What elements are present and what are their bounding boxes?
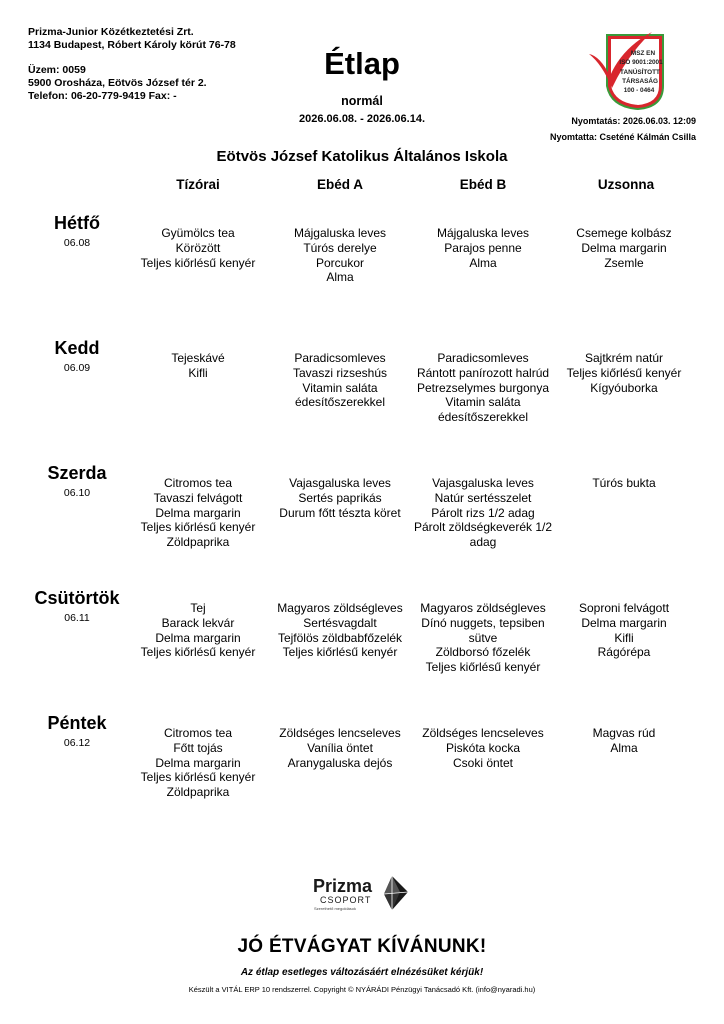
software-credit: Készült a VITÁL ERP 10 rendszerrel. Copyright © NYÁRÁDI Pénzügyi Tanácsadó Kft. (info@nyaradi.hu) bbox=[188, 985, 536, 994]
day-name: Kedd bbox=[54, 338, 100, 358]
meal-item: adag bbox=[469, 535, 497, 550]
column-header-tizorai: Tízórai bbox=[176, 177, 220, 192]
meal-item: Teljes kiőrlésű kenyér bbox=[140, 770, 256, 785]
meal-item: Magyaros zöldségleves bbox=[277, 601, 403, 615]
cert-line-1: MSZ EN bbox=[630, 50, 656, 57]
site-id: Üzem: 0059 bbox=[28, 64, 86, 76]
meal-item: Vitamin saláta bbox=[445, 395, 521, 410]
meal-item: Durum főtt tészta köret bbox=[279, 505, 401, 520]
meal-item: Rágórépa bbox=[597, 645, 651, 660]
meal-cell bbox=[554, 726, 694, 756]
meal-item: Citromos tea bbox=[163, 726, 233, 740]
meal-item: Tej bbox=[190, 601, 206, 615]
company-name: Prizma-Junior Közétkeztetési Zrt. bbox=[28, 26, 194, 38]
meal-item: Zöldséges lencseleves bbox=[279, 726, 401, 740]
cert-line-5: 100 - 0464 bbox=[623, 87, 655, 94]
meal-item: Teljes kiőrlésű kenyér bbox=[566, 365, 682, 380]
meal-item: Teljes kiőrlésű kenyér bbox=[140, 520, 256, 535]
meal-item: Sajtkrém natúr bbox=[584, 351, 664, 365]
meal-item: Tavaszi felvágott bbox=[153, 490, 243, 505]
meal-item: Tejfölös zöldbabfőzelék bbox=[277, 630, 403, 645]
meal-cell bbox=[128, 226, 268, 270]
meal-item: Barack lekvár bbox=[161, 615, 235, 630]
meal-cell bbox=[128, 601, 268, 660]
title-block bbox=[262, 46, 462, 125]
meal-item: Parajos penne bbox=[444, 240, 522, 255]
meal-item: Vajasgaluska leves bbox=[432, 476, 534, 490]
page-title: Étlap bbox=[324, 46, 400, 81]
meal-cell bbox=[128, 476, 268, 550]
site-address: 5900 Orosháza, Eötvös József tér 2. bbox=[28, 77, 207, 89]
meal-item: Natúr sertésszelet bbox=[434, 490, 532, 505]
meal-item: Aranygaluska dejós bbox=[287, 755, 393, 770]
meal-item: Vanília öntet bbox=[307, 740, 373, 755]
print-info bbox=[550, 113, 696, 145]
meal-item: Túrós bukta bbox=[592, 476, 656, 490]
day-date: 06.09 bbox=[63, 362, 91, 374]
meal-item: Gyümölcs tea bbox=[161, 226, 235, 240]
day-date: 06.08 bbox=[63, 237, 91, 249]
apology-note: Az étlap esetleges változásáért elnézésüket kérjük! bbox=[240, 967, 484, 978]
iso-certificate-icon bbox=[586, 26, 672, 112]
company-address: 1134 Budapest, Róbert Károly körút 76-78 bbox=[28, 39, 236, 51]
meal-item: sütve bbox=[468, 630, 498, 645]
meal-item: Kígyóuborka bbox=[590, 380, 658, 395]
meal-item: Túrós derelye bbox=[303, 240, 377, 255]
meal-item: Delma margarin bbox=[155, 505, 241, 520]
meal-item: Párolt zöldségkeverék 1/2 bbox=[413, 520, 553, 535]
meal-cell bbox=[270, 351, 410, 410]
meal-item: Soproni felvágott bbox=[578, 601, 670, 615]
logo-word: Prizma bbox=[313, 876, 373, 896]
meal-item: Delma margarin bbox=[155, 755, 241, 770]
meal-cell bbox=[128, 726, 268, 800]
meal-item: Csoki öntet bbox=[452, 755, 514, 770]
cert-line-4: TÁRSASÁG bbox=[622, 78, 658, 85]
meal-cell bbox=[413, 226, 553, 270]
meal-item: Főtt tojás bbox=[173, 740, 223, 755]
meal-cell bbox=[554, 226, 694, 270]
meal-cell bbox=[413, 601, 553, 675]
cert-line-2: ISO 9001:2001 bbox=[619, 59, 663, 66]
meal-item: Alma bbox=[469, 255, 497, 270]
meal-cell bbox=[270, 226, 410, 285]
meal-item: Delma margarin bbox=[581, 615, 667, 630]
meal-item: Csemege kolbász bbox=[576, 226, 672, 240]
meal-cell bbox=[554, 601, 694, 660]
meal-cell bbox=[413, 351, 553, 425]
logo-sub: CSOPORT bbox=[320, 895, 372, 905]
meal-item: Zöldpaprika bbox=[166, 535, 230, 550]
day-name: Péntek bbox=[47, 713, 107, 733]
meal-item: édesítőszerekkel bbox=[294, 395, 386, 410]
day-name: Hétfő bbox=[54, 213, 100, 233]
cert-line-3: TANÚSÍTOTT bbox=[620, 69, 660, 76]
meal-item: Alma bbox=[610, 740, 638, 755]
meal-item: Rántott panírozott halrúd bbox=[416, 365, 550, 380]
meal-item: Teljes kiőrlésű kenyér bbox=[140, 255, 256, 270]
greeting: JÓ ÉTVÁGYAT KÍVÁNUNK! bbox=[237, 936, 487, 957]
site-phone: Telefon: 06-20-779-9419 Fax: - bbox=[28, 90, 177, 102]
meal-item: Teljes kiőrlésű kenyér bbox=[282, 645, 398, 660]
school-name: Eötvös József Katolikus Általános Iskola bbox=[216, 148, 508, 165]
meal-item: Petrezselymes burgonya bbox=[416, 380, 550, 395]
meal-cell bbox=[413, 726, 553, 770]
meal-item: Teljes kiőrlésű kenyér bbox=[140, 645, 256, 660]
print-date: Nyomtatás: 2026.06.03. 12:09 bbox=[571, 116, 696, 126]
meal-cell bbox=[270, 476, 410, 520]
meal-item: édesítőszerekkel bbox=[437, 410, 529, 425]
meal-item: Porcukor bbox=[315, 255, 365, 270]
meal-item: Dínó nuggets, tepsiben bbox=[421, 615, 545, 630]
column-header-ebed-b: Ebéd B bbox=[459, 177, 507, 192]
meal-item: Sertés paprikás bbox=[298, 490, 382, 505]
meal-cell bbox=[128, 351, 268, 381]
meal-item: Körözött bbox=[175, 240, 221, 255]
logo-tagline: Szerethető megoldások bbox=[314, 906, 357, 911]
meal-item: Kifli bbox=[614, 630, 634, 645]
meal-item: Tavaszi rizseshús bbox=[292, 365, 388, 380]
company-info bbox=[28, 26, 236, 103]
column-header-uzsonna: Uzsonna bbox=[597, 177, 655, 192]
meal-item: Párolt rizs 1/2 adag bbox=[431, 505, 535, 520]
meal-item: Citromos tea bbox=[163, 476, 233, 490]
meal-cell bbox=[413, 476, 553, 550]
meal-cell bbox=[554, 351, 694, 395]
day-name: Csütörtök bbox=[34, 588, 120, 608]
prizma-logo-icon bbox=[312, 872, 412, 916]
meal-item: Kifli bbox=[188, 365, 208, 380]
meal-cell bbox=[270, 726, 410, 770]
meal-item: Zöldpaprika bbox=[166, 785, 230, 800]
meal-item: Magyaros zöldségleves bbox=[420, 601, 546, 615]
day-date: 06.10 bbox=[63, 487, 91, 499]
meal-item: Tejeskávé bbox=[171, 351, 225, 365]
meal-item: Vitamin saláta bbox=[302, 380, 378, 395]
meal-item: Vajasgaluska leves bbox=[289, 476, 391, 490]
meal-item: Teljes kiőrlésű kenyér bbox=[425, 660, 541, 675]
meal-cell bbox=[270, 601, 410, 660]
meal-item: Alma bbox=[326, 270, 354, 285]
meal-item: Delma margarin bbox=[581, 240, 667, 255]
meal-item: Piskóta kocka bbox=[445, 740, 521, 755]
meal-item: Májgaluska leves bbox=[436, 226, 530, 240]
meal-item: Magvas rúd bbox=[592, 726, 656, 740]
day-date: 06.12 bbox=[63, 737, 91, 749]
menu-type: normál bbox=[341, 94, 383, 108]
meal-item: Zöldborsó főzelék bbox=[435, 645, 531, 660]
day-date: 06.11 bbox=[64, 612, 90, 624]
meal-item: Paradicsomleves bbox=[294, 351, 386, 365]
meal-item: Zöldséges lencseleves bbox=[422, 726, 544, 740]
meal-item: Zsemle bbox=[604, 255, 644, 270]
meal-item: Sertésvagdalt bbox=[303, 615, 377, 630]
meal-item: Delma margarin bbox=[155, 630, 241, 645]
meal-item: Májgaluska leves bbox=[293, 226, 387, 240]
meal-item: Paradicsomleves bbox=[437, 351, 529, 365]
menu-period: 2026.06.08. - 2026.06.14. bbox=[299, 113, 425, 125]
column-header-ebed-a: Ebéd A bbox=[316, 177, 363, 192]
day-name: Szerda bbox=[47, 463, 107, 483]
meal-cell bbox=[554, 476, 694, 491]
printed-by: Nyomtatta: Cseténé Kálmán Csilla bbox=[549, 132, 696, 142]
